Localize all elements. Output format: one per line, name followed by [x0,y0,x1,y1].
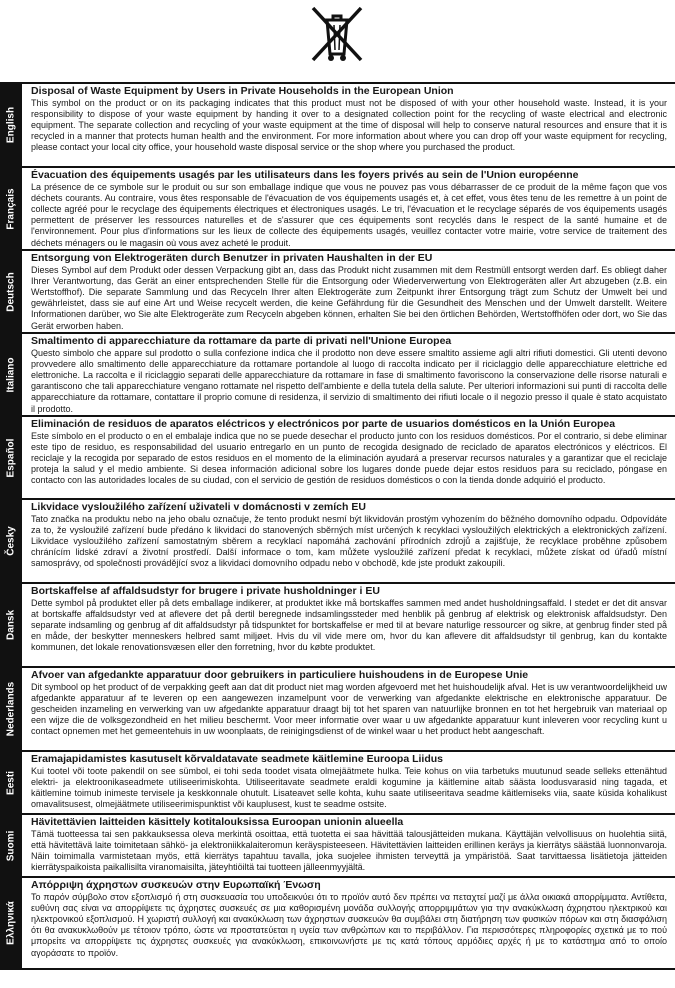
section-body: Kui tootel või toote pakendil on see sümbol, ei tohi seda toodet visata olmejäätmete hulka. Teie kohus on viia tarbetuks muutunud seade selleks ettenähtud elektri- ja elektroonikaseadmete utiliseerimiskohta. Utiliseeritavate seadmete eraldi kogumine ja käitlemine aitab säästa loodusvarasid ning tagada, et käitlemine toimub inimeste tervisele ja keskkonnale ohutult. Lisateavet selle kohta, kuhu saate utiliseeritava seadme käitlemiseks viia, saate küsida kohalikust omavalitsusest, olmejäätmete utiliseerimispunktist või kauplusest, kust te seadme ostsite. [31,765,667,810]
section-title: Eliminación de residuos de aparatos eléctricos y electrónicos por parte de usuarios domésticos en la Unión Europea [31,418,616,430]
language-label: Eesti [5,770,17,795]
section-content [22,752,675,813]
section-content [22,84,675,166]
section-body: Dieses Symbol auf dem Produkt oder dessen Verpackung gibt an, dass das Produkt nicht zusammen mit dem Restmüll entsorgt werden darf. Es obliegt daher Ihrer Verantwortung, das Gerät an einer entsprechenden Stelle für die Entsorgung oder Wiederverwertung von Elektrogeräten aller Art abzugeben (z.B. ein Wertstoffhof). Die separate Sammlung und das Recyceln Ihrer alten Elektrogeräte zum Zeitpunkt ihrer Entsorgung trägt zum Schutz der Umwelt bei und gewährleistet, dass sie auf eine Art und Weise recycelt werden, die keine Gefährdung für die Gesundheit des Menschen und der Umwelt darstellt. Weitere Informationen darüber, wo Sie alte Elektrogeräte zum Recyceln abgeben können, erhalten Sie bei den örtlichen Behörden, Wertstoffhöfen oder dort, wo Sie das Gerät erworben haben. [31,264,667,331]
section-title: Hävitettävien laitteiden käsittely kotitalouksissa Euroopan unionin alueella [31,816,404,828]
section-title: Bortskaffelse af affaldsudstyr for brugere i private husholdninger i EU [31,585,380,597]
section-content [22,168,675,249]
section-body: Questo simbolo che appare sul prodotto o sulla confezione indica che il prodotto non deve essere smaltito assieme agli altri rifiuti domestici. Gli utenti devono provvedere allo smaltimento delle apparecchiature da rottamare portandole al luogo di raccolta indicato per il riciclaggio delle apparecchiature elettriche ed elettroniche. La raccolta e il riciclaggio separati delle apparecchiature da rottamare in fase di smaltimento favoriscono la conservazione delle risorse naturali e garantiscono che tali apparecchiature vengano rottamate nel rispetto dell'ambiente e della tutela della salute. Per ulteriori informazioni sui punti di raccolta delle apparecchiature da rottamare, contattare il proprio comune di residenza, il servizio di smaltimento dei rifiuti locale o il negozio presso il quale è stato acquistato il prodotto. [31,347,667,414]
language-tab [0,251,22,332]
section-title: Afvoer van afgedankte apparatuur door gebruikers in particuliere huishoudens in de Europese Unie [31,669,529,681]
language-label: Česky [5,526,17,556]
section-content [22,251,675,332]
language-tab [0,668,22,750]
section-body: Το παρόν σύμβολο στον εξοπλισμό ή στη συσκευασία του υποδεικνύει ότι το προϊόν αυτό δεν πρέπει να πεταχτεί μαζί με άλλα οικιακά απορρίμματα. Αντίθετα, ευθύνη σας είναι να απορρίψετε τις άχρηστες συσκευές σε μια καθορισμένη μονάδα συλλογής απορριμμάτων για την ανακύκλωση άχρηστου ηλεκτρικού και ηλεκτρονικού εξοπλισμού. Η χωριστή συλλογή και ανακύκλωση των άχρηστων συσκευών θα συμβάλει στη διατήρηση των φυσικών πόρων και στη διασφάλιση ότι θα ανακυκλωθούν με τέτοιον τρόπο, ώστε να προστατεύεται η υγεία των ανθρώπων και το περιβάλλον. Για περισσότερες πληροφορίες σχετικά με το πού μπορείτε να απορρίψετε τις άχρηστες συσκευές για ανακύκλωση, επικοινωνήστε με τις κατά τόπους αρμόδιες αρχές ή με το κατάστημα από το οποίο αγοράσατε το προϊόν. [31,891,667,958]
section-title: Likvidace vysloužilého zařízení uživateli v domácnosti v zemích EU [31,501,366,513]
section-content [22,334,675,415]
section-body: La présence de ce symbole sur le produit ou sur son emballage indique que vous ne pouvez pas vous débarrasser de ce produit de la même façon que vos déchets courants. Au contraire, vous êtes responsable de l'évacuation de vos équipements usagés et, à cet effet, vous êtes tenu de les remettre à un point de collecte agréé pour le recyclage des équipements électriques et électroniques usagés. Le tri, l'évacuation et le recyclage séparés de vos équipements usagés permettent de préserver les ressources naturelles et de s'assurer que ces équipements sont recyclés dans le respect de la santé humaine et de l'environnement. Pour plus d'informations sur les lieux de collecte des équipements usagés, veuillez contacter votre mairie, votre service de traitement des déchets ménagers ou le magasin où vous avez acheté le produit. [31,181,667,248]
section-espanol [0,415,675,498]
language-label: Italiano [5,356,17,393]
section-title: Απόρριψη άχρηστων συσκευών στην Ευρωπαϊκή Ένωση [31,879,321,891]
language-label: Suomi [5,830,17,861]
language-label: Français [5,187,17,230]
section-deutsch [0,249,675,332]
section-italiano [0,332,675,415]
language-label: Español [5,438,17,477]
section-title: Entsorgung von Elektrogeräten durch Benutzer in privaten Haushalten in der EU [31,252,433,264]
language-tab [0,84,22,166]
language-tab [0,752,22,813]
section-cesky [0,498,675,582]
crossed-out-wheeled-bin-icon [305,0,369,68]
language-label: Ελληνικά [5,901,17,945]
language-tab [0,878,22,968]
section-body: Dette symbol på produktet eller på dets emballage indikerer, at produktet ikke må bortskaffes sammen med andet husholdningsaffald. I stedet er det dit ansvar at bortskaffe affaldsudstyr ved at aflevere det på dertil beregnede indsamlingssteder med henblik på genbrug af elektrisk og elektronisk affaldsudstyr. Den separate indsamling og genbrug af dit affaldsudstyr på tidspunktet for bortskaffelse er med til at bevare naturlige ressourcer og sikre, at genbrug finder sted på en måde, der beskytter menneskers helbred samt miljøet. Hvis du vil vide mere om, hvor du kan aflevere dit affaldsudstyr til genbrug, kan du kontakte kommunen, det lokale renovationsvæsen eller den forretning, hvor du købte produktet. [31,597,667,653]
section-francais [0,166,675,249]
language-tab [0,168,22,249]
section-body: This symbol on the product or on its packaging indicates that this product must not be disposed of with your other household waste. Instead, it is your responsibility to dispose of your waste equipment by handing it over to a designated collection point for the recycling of waste electrical and electronic equipment. The separate collection and recycling of your waste equipment at the time of disposal will help to conserve natural resources and ensure that it is recycled in a manner that protects human health and the environment. For more information about where you can drop off your waste equipment for recycling, please contact your local city office, your household waste disposal service or the shop where you purchased the product. [31,97,667,153]
language-tab [0,815,22,876]
section-ellinika [0,876,675,970]
language-tab [0,500,22,582]
section-english [0,82,675,166]
directive-sections [0,82,675,970]
section-body: Este símbolo en el producto o en el embalaje indica que no se puede desechar el producto junto con los residuos domésticos. Por el contrario, si debe eliminar este tipo de residuo, es responsabilidad del usuario entregarlo en un punto de recogida designado de reciclado de aparatos electrónicos y eléctricos. El reciclaje y la recogida por separado de estos residuos en el momento de la eliminación ayudará a preservar recursos naturales y a garantizar que el reciclaje proteja la salud y el medio ambiente. Si desea información adicional sobre los lugares donde puede dejar estos residuos para su reciclado, póngase en contacto con las autoridades locales de su ciudad, con el servicio de gestión de residuos domésticos o con la tienda donde adquirió el producto. [31,430,667,486]
language-tab [0,334,22,415]
section-title: Disposal of Waste Equipment by Users in Private Households in the European Union [31,85,454,97]
section-body: Dit symbool op het product of de verpakking geeft aan dat dit product niet mag worden afgevoerd met het huishoudelijk afval. Het is uw verantwoordelijkheid uw afgedankte apparatuur af te leveren op een aangewezen inzamelpunt voor de verwerking van afgedankte elektrische en elektronische apparatuur. De gescheiden inzameling en verwerking van uw afgedankte apparatuur draagt bij tot het sparen van natuurlijke bronnen en tot het hergebruik van materiaal op een wijze die de volksgezondheid en het milieu beschermt. Voor meer informatie over waar u uw afgedankte apparatuur kunt inleveren voor recycling kunt u contact opnemen met het gemeentehuis in uw woonplaats, de reinigingsdienst of de winkel waar u het product hebt aangeschaft. [31,681,667,737]
language-label: Deutsch [5,271,17,312]
section-dansk [0,582,675,666]
section-content [22,417,675,498]
section-content [22,584,675,666]
section-content [22,878,675,968]
section-title: Évacuation des équipements usagés par les utilisateurs dans les foyers privés au sein de l'Union européenne [31,169,579,181]
section-eesti [0,750,675,813]
language-tab [0,584,22,666]
section-title: Smaltimento di apparecchiature da rottamare da parte di privati nell'Unione Europea [31,335,452,347]
language-label: English [5,106,17,144]
section-nederlands [0,666,675,750]
language-label: Dansk [5,609,17,641]
section-body: Tämä tuotteessa tai sen pakkauksessa oleva merkintä osoittaa, että tuotetta ei saa hävittää talousjätteiden mukana. Käyttäjän velvollisuus on huolehtia siitä, että hävitettävä laite toimitetaan sähkö- ja elektroniikkalaiteromun keräyspisteeseen. Hävitettävien laitteiden erillinen keräys ja kierrätys säästää luonnonvaroja. Näin toimimalla varmistetaan myös, että kierrätys tapahtuu tavalla, joka suojelee ihmisten terveyttä ja ympäristöä. Saat tarvittaessa lisätietoja jätteiden kierrätyspaikoista paikallisilta viranomaisilta, jäteyhtiöiltä tai tuotteen jälleenmyyjältä. [31,828,667,873]
section-body: Tato značka na produktu nebo na jeho obalu označuje, že tento produkt nesmí být likvidován prostým vyhozením do běžného domovního odpadu. Odpovídáte za to, že vysloužilé zařízení bude předáno k likvidaci do stanovených sběrných míst určených k recyklaci vysloužilých elektrických a elektronických zařízení. Likvidace vysloužilého zařízení samostatným sběrem a recyklací napomáhá zachování přírodních zdrojů a zajišťuje, že recyklace proběhne způsobem chránícím lidské zdraví a životní prostředí. Další informace o tom, kam můžete vysloužilé zařízení předat k recyklaci, můžete získat od úřadů místní samosprávy, od společnosti provádějící svoz a likvidaci domovního odpadu nebo v obchodě, kde jste produkt zakoupili. [31,513,667,569]
section-content [22,668,675,750]
section-content [22,815,675,876]
section-content [22,500,675,582]
section-suomi [0,813,675,876]
section-title: Eramajapidamistes kasutuselt kõrvaldatavate seadmete käitlemine Euroopa Liidus [31,753,443,765]
language-tab [0,417,22,498]
language-label: Nederlands [5,681,17,737]
